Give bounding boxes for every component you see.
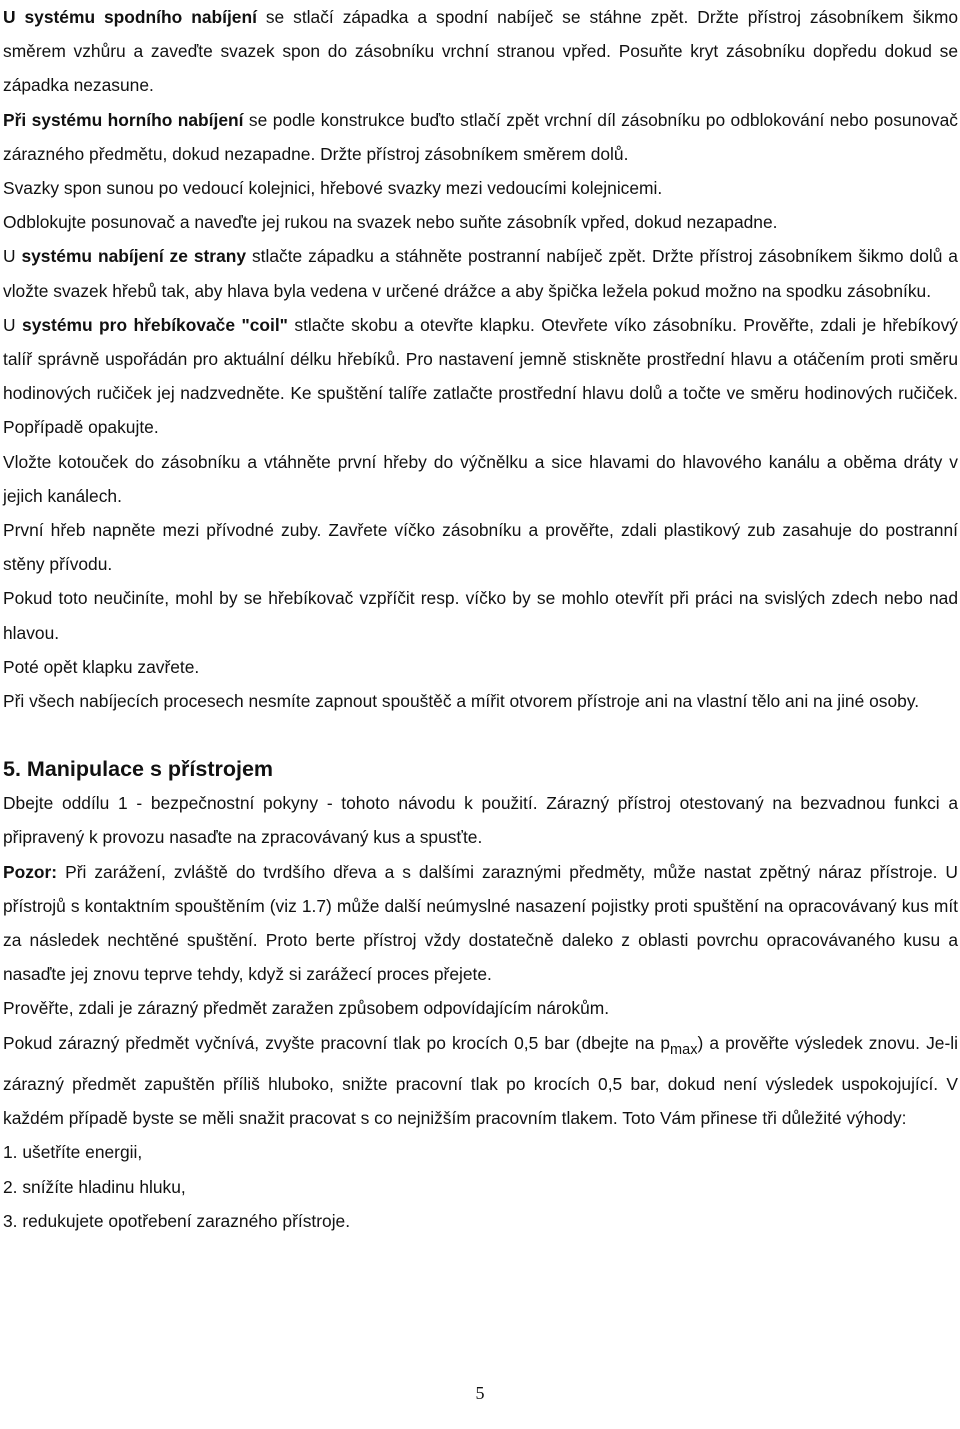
paragraph-caution bbox=[0, 855, 960, 992]
section-heading: 5. Manipulace s přístrojem bbox=[3, 757, 274, 782]
paragraph-safety-reference: Dbejte oddílu 1 - bezpečnostní pokyny - tohoto návodu k použití. Zárazný přístroj otestovaný na bezvadnou funkci a připravený k provozu nasaďte na zpracovávaný kus a spusťte. bbox=[3, 793, 958, 848]
paragraph-guide-rails: Svazky spon sunou po vedoucí kolejnici, hřebové svazky mezi vedoucími kolejnicemi. bbox=[3, 178, 663, 199]
paragraph-insert-coil: Vložte kotouček do zásobníku a vtáhněte první hřeby do výčnělku a sice hlavami do hlavového kanálu a oběma dráty v jejich kanálech. bbox=[3, 451, 958, 506]
paragraph-text: ) a prověřte výsledek znovu. Je-li zárazný předmět zapuštěn příliš hluboko, snižte pracovní tlak po krocích 0,5 bar, dokud není výsledek uspokojující. V každém případě byste se měli snažit pracovat s co nejnižším pracovním tlakem. Toto Vám přinese tři důležité výhody: bbox=[3, 1032, 959, 1129]
paragraph-text: Pokud zárazný předmět vyčnívá, zvyšte pracovní tlak po krocích 0,5 bar (dbejte na p bbox=[3, 1032, 671, 1053]
paragraph-text: stlačte západku a stáhněte postranní nabíječ zpět. Držte přístroj zásobníkem šikmo dolů a vložte svazek hřebů tak, aby hlava byla vedena v určené drážce a aby špička ležela pokud možno na spodku zásobníku. bbox=[3, 246, 958, 301]
section-gap bbox=[0, 718, 960, 752]
list-item: 1. ušetříte energii, bbox=[3, 1142, 143, 1163]
bold-term: U systému spodního nabíjení bbox=[3, 7, 257, 27]
paragraph-prefix: U bbox=[3, 314, 23, 335]
subscript-max: max bbox=[670, 1041, 698, 1058]
paragraph-text: se podle konstrukce buďto stlačí zpět vrchní díl zásobníku po odblokování nebo posunovač zárazného předmětu, dokud nezapadne. Držte přístroj zásobníkem směrem dolů. bbox=[3, 109, 958, 164]
caution-label: Pozor: bbox=[3, 861, 58, 882]
bold-term: Při systému horního nabíjení bbox=[3, 109, 244, 130]
paragraph-top-loading bbox=[0, 103, 960, 171]
list-item: 2. snížíte hladinu hluku, bbox=[3, 1176, 186, 1197]
paragraph-side-loading bbox=[0, 239, 960, 307]
list-item: 3. redukujete opotřebení zarazného přístroje. bbox=[3, 1210, 351, 1231]
paragraph-pressure-adjust bbox=[0, 1026, 960, 1136]
paragraph-bottom-loading bbox=[0, 0, 960, 103]
page-number: 5 bbox=[475, 1383, 485, 1403]
paragraph-prefix: U bbox=[3, 246, 22, 267]
paragraph-close-flap: Poté opět klapku zavřete. bbox=[3, 656, 200, 677]
paragraph-text: se stlačí západka a spodní nabíječ se stáhne zpět. Držte přístroj zásobníkem šikmo směrem vzhůru a zaveďte svazek spon do zásobníku vrchní stranou vpřed. Posuňte kryt zásobníku dopředu dokud se západka nezasune. bbox=[3, 7, 958, 96]
paragraph-check-fastener: Prověřte, zdali je zárazný předmět zaražen způsobem odpovídajícím nárokům. bbox=[3, 998, 610, 1019]
paragraph-unlock-pusher: Odblokujte posunovač a naveďte jej rukou na svazek nebo suňte zásobník vpřed, dokud nezapadne. bbox=[3, 212, 778, 233]
paragraph-coil-system bbox=[0, 308, 960, 445]
paragraph-first-nail: První hřeb napněte mezi přívodné zuby. Zavřete víčko zásobníku a prověřte, zdali plastikový zub zasahuje do postranní stěny přívodu. bbox=[3, 520, 958, 575]
paragraph-safety-loading: Při všech nabíjecích procesech nesmíte zapnout spouštěč a mířit otvorem přístroje ani na vlastní tělo ani na jiné osoby. bbox=[3, 691, 920, 712]
bold-term: systému pro hřebíkovače "coil" bbox=[22, 314, 288, 335]
paragraph-warning-jam: Pokud toto neučiníte, mohl by se hřebíkovač vzpříčit resp. víčko by se mohlo otevřít při práci na svislých zdech nebo nad hlavou. bbox=[3, 588, 958, 643]
paragraph-text: Při zarážení, zvláště do tvrdšího dřeva a s dalšími zaraznými předměty, může nastat zpětný náraz přístroje. U přístrojů s kontaktním spouštěním (viz 1.7) může další neúmyslné nasazení pojistky proti spuštění na opracovávaný kus mít za následek nechtěné spuštění. Proto berte přístroj vždy dostatečně daleko z oblasti povrchu opracovávaného kusu a nasaďte jej znovu teprve tehdy, když si zarážecí proces přejete. bbox=[3, 861, 958, 985]
bold-term: systému nabíjení ze strany bbox=[21, 246, 247, 267]
paragraph-text: stlačte skobu a otevřte klapku. Otevřete víko zásobníku. Prověřte, zdali je hřebíkový talíř správně uspořádán pro aktuální délku hřebíků. Pro nastavení jemně stiskněte prostřední hlavu a otáčením proti směru hodinových ručiček jej nadzvedněte. Ke spuštění talíře zatlačte prostřední hlavu dolů a točte ve směru hodinových ručiček. Popřípadě opakujte. bbox=[3, 314, 958, 438]
